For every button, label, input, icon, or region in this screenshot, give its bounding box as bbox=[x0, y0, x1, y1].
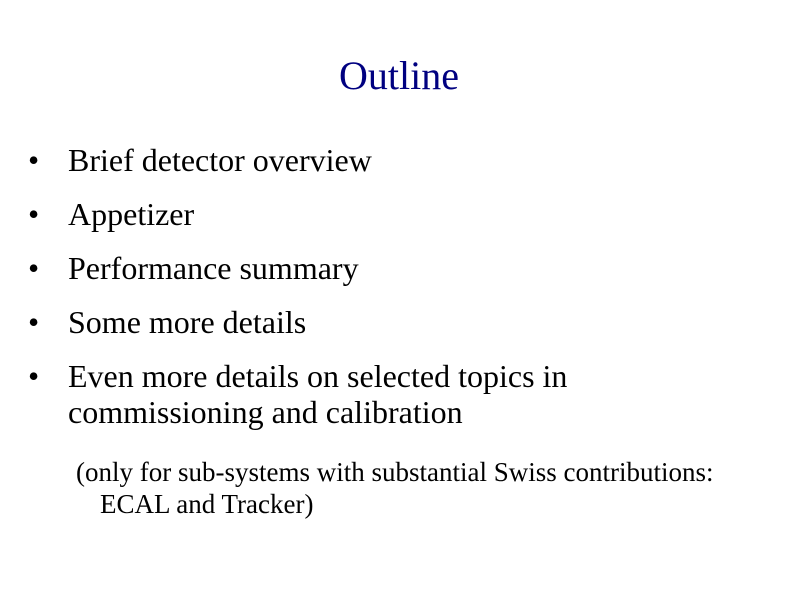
bullet-item bbox=[28, 358, 768, 430]
sub-note: (only for sub-systems with substantial Swiss contributions: ECAL and Tracker) bbox=[76, 457, 714, 519]
bullet-icon: • bbox=[28, 142, 40, 178]
bullet-text: Some more details bbox=[68, 304, 307, 340]
bullet-item bbox=[28, 304, 768, 340]
bullet-item bbox=[28, 196, 768, 232]
bullet-text: Brief detector overview bbox=[68, 142, 372, 178]
bullet-icon: • bbox=[28, 304, 40, 340]
bullet-icon: • bbox=[28, 250, 40, 286]
bullet-icon: • bbox=[28, 358, 40, 394]
bullet-item bbox=[28, 142, 768, 178]
bullet-text: Appetizer bbox=[68, 196, 195, 232]
bullet-list bbox=[28, 142, 768, 448]
bullet-item bbox=[28, 250, 768, 286]
bullet-text: Performance summary bbox=[68, 250, 359, 286]
bullet-icon: • bbox=[28, 196, 40, 232]
bullet-text: Even more details on selected topics in commissioning and calibration bbox=[68, 358, 568, 430]
slide-title: Outline bbox=[339, 53, 459, 98]
